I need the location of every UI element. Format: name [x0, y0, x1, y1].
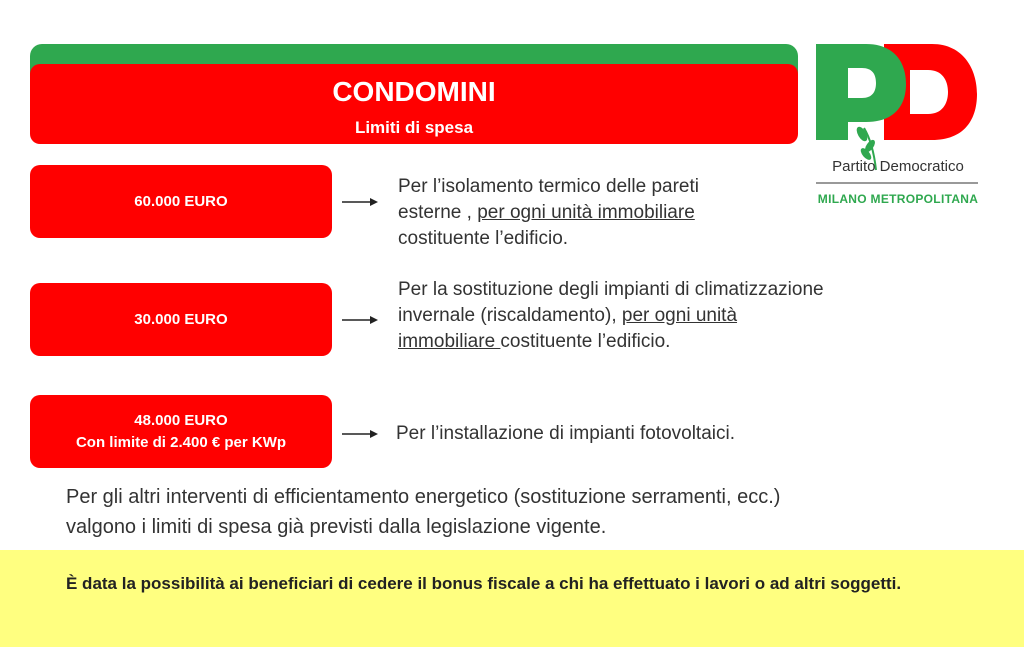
logo-caption [814, 158, 982, 175]
logo-subtitle: MILANO METROPOLITANA [817, 192, 979, 206]
limit-amount-note: Con limite di 2.400 € per KWp [75, 433, 287, 451]
highlight-banner [0, 550, 1024, 647]
logo-caption-left: Partito [832, 158, 876, 175]
arrow-right-icon [342, 196, 378, 208]
limit-amount: 60.000 EURO [134, 192, 228, 210]
page-title: CONDOMINI [332, 76, 496, 107]
highlight-text: È data la possibilità ai beneficiari di cedere il bonus fiscale a chi ha effettuato i lavori o ad altri soggetti. [66, 574, 902, 593]
logo-caption-right: Democratico [879, 158, 964, 175]
pd-logo-icon [814, 42, 982, 212]
page-subtitle: Limiti di spesa [354, 118, 474, 137]
limit-box-30000 [30, 283, 332, 356]
limit-box-60000 [30, 165, 332, 238]
limit-description-1: Per l’isolamento termico delle pareti esterne , per ogni unità immobiliare costituente l’edificio. [398, 176, 699, 249]
arrow-right-icon [342, 428, 378, 440]
limit-amount: 48.000 EURO [134, 411, 228, 429]
limit-amount: 30.000 EURO [134, 310, 228, 328]
other-interventions-note: Per gli altri interventi di efficientamento energetico (sostituzione serramenti, ecc.) valgono i limiti di spesa già previsti dalla legislazione vigente. [66, 486, 781, 538]
header-banner [30, 64, 798, 144]
arrow-right-icon [342, 314, 378, 326]
logo-divider [816, 182, 978, 184]
limit-description-3: Per l’installazione di impianti fotovoltaici. [396, 423, 735, 444]
limit-box-48000 [30, 395, 332, 468]
limit-description-2: Per la sostituzione degli impianti di climatizzazione invernale (riscaldamento), per ogni unità immobiliare costituente l’edificio. [398, 279, 824, 352]
